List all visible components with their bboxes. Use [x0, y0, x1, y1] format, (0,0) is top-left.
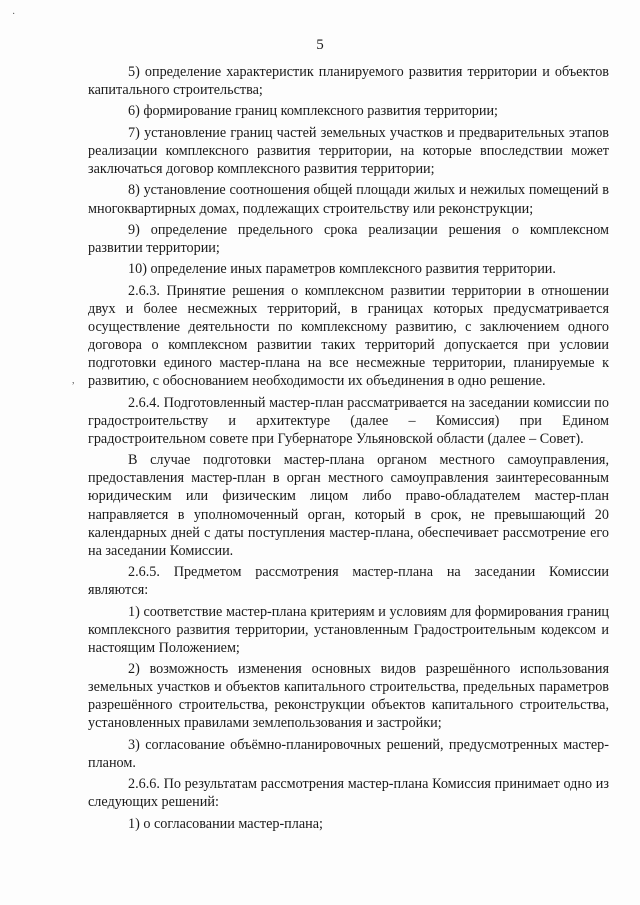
paragraph: 2.6.5. Предметом рассмотрения мастер-плана на заседании Комиссии являются: [88, 564, 609, 599]
paragraph: 6) формирование границ комплексного развития территории; [128, 103, 498, 120]
paragraph: 3) согласование объёмно-планировочных решений, предусмотренных мастер-планом. [88, 736, 609, 771]
paragraph: 10) определение иных параметров комплексного развития территории. [128, 261, 556, 278]
paragraph: В случае подготовки мастер-плана органом местного самоуправления, предоставления мастер-план в орган местного самоуправления заинтересованным юридическим или физическим лицом либо право-обладателем мастер-план направляется в уполномоченный орган, который в срок, не превышающий 20 календарных дней с даты поступления мастер-плана, обеспечивает рассмотрение его на заседании Комиссии. [88, 452, 609, 559]
paragraph: 2.6.3. Принятие решения о комплексном развитии территории в отношении двух и более несмежных территорий, в границах которых предусматривается осуществление деятельности по комплексному развитию, с заключением одного договора о комплексном развитии таких территорий допускается при условии подготовки единого мастер-плана на все несмежные территории, планируемые к развитию, с обоснованием необходимости их объединения в одно решение. [88, 282, 609, 390]
scan-mark: , [72, 375, 75, 386]
paragraph: 2.6.4. Подготовленный мастер-план рассматривается на заседании комиссии по градостроительству и архитектуре (далее – Комиссия) при Едином градостроительном совете при Губернаторе Ульяновской области (далее – Совет). [88, 394, 609, 447]
page-number: 5 [316, 37, 324, 53]
paragraph: 8) установление соотношения общей площади жилых и нежилых помещений в многоквартирных домах, подлежащих строительству или реконструкции; [88, 182, 609, 217]
paragraph: 1) о согласовании мастер-плана; [128, 815, 323, 832]
paragraph: 7) установление границ частей земельных участков и предварительных этапов реализации комплексного развития территории, на которые впоследствии может заключаться договор комплексного развития территории; [88, 124, 609, 178]
paragraph: 2.6.6. По результатам рассмотрения мастер-плана Комиссия принимает одно из следующих решений: [88, 776, 609, 811]
paragraph: 9) определение предельного срока реализации решения о комплексном развитии территории; [88, 221, 609, 257]
paragraph: 5) определение характеристик планируемого развития территории и объектов капитального строительства; [88, 64, 609, 99]
paragraph: 2) возможность изменения основных видов разрешённого использования земельных участков и объектов капитального строительства, предельных параметров разрешённого строительства, реконструкции объектов капитального строительства, установленных правилами землепользования и застройки; [88, 661, 609, 732]
scan-mark: · [12, 9, 16, 20]
document-body [88, 63, 609, 836]
paragraph: 1) соответствие мастер-плана критериям и условиям для формирования границ комплексного развития территории, установленным Градостроительным кодексом и настоящим Положением; [88, 603, 609, 656]
